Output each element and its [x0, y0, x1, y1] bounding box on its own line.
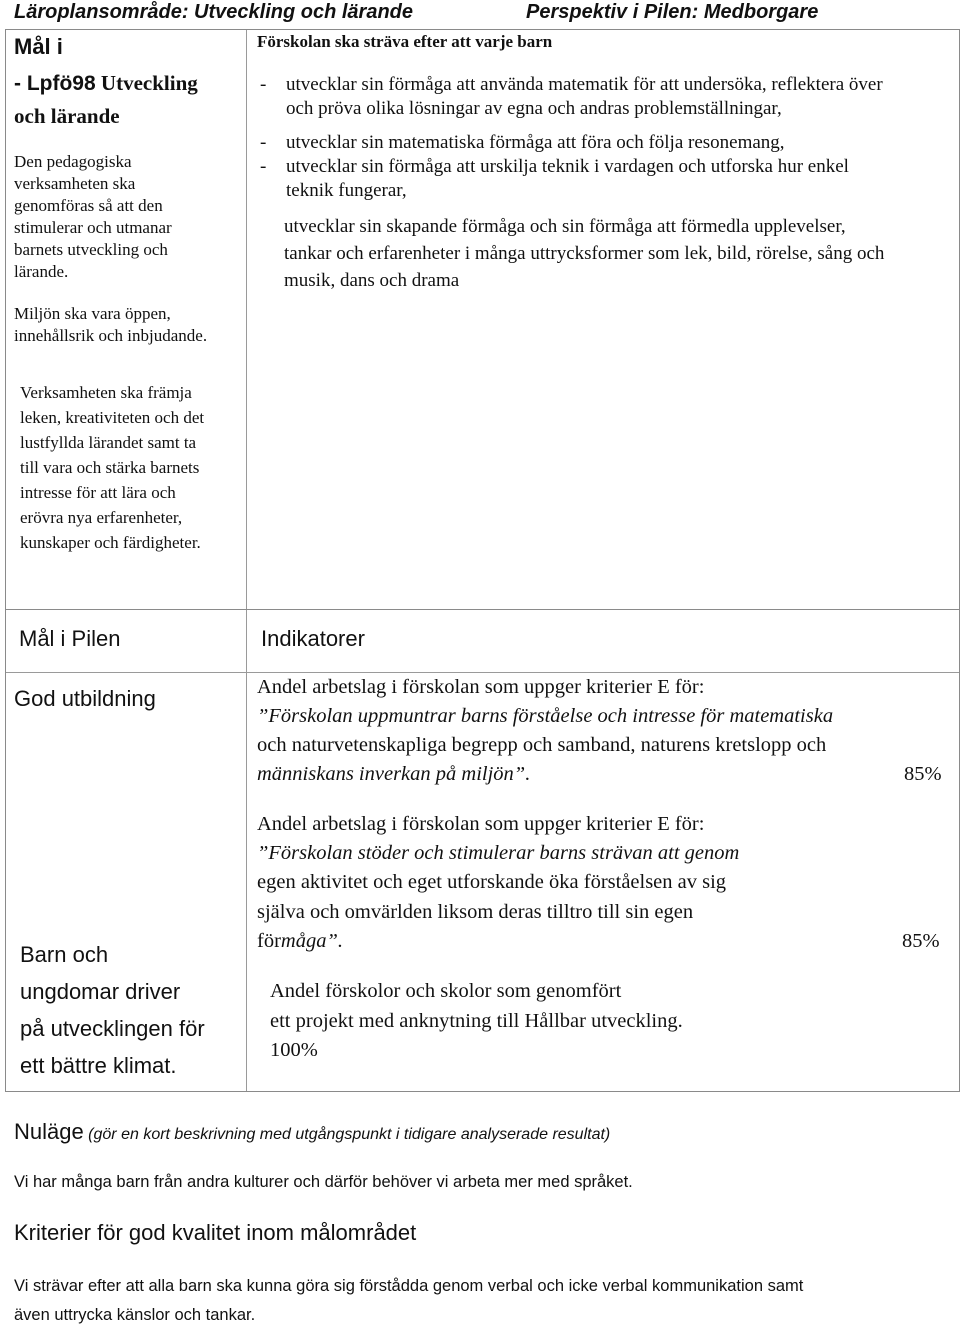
- goal-good-education: God utbildning: [14, 686, 156, 711]
- indicator-percent: 85%: [904, 763, 942, 785]
- col-header-goals: Mål i Pilen: [19, 626, 121, 651]
- bullet-dash: -: [260, 74, 267, 95]
- bullet-text: teknik fungerar,: [286, 180, 407, 201]
- bullet-dash: -: [260, 132, 267, 153]
- criteria-heading: Kriterier för god kvalitet inom målområdet: [14, 1220, 417, 1245]
- criteria-text-line-2: även uttrycka känslor och tankar.: [14, 1306, 256, 1324]
- strive-heading: Förskolan ska sträva efter att varje barn: [257, 32, 553, 51]
- col-header-indicators: Indikatorer: [261, 626, 365, 651]
- lpfo-title: - Lpfö98 Utveckling: [14, 71, 198, 95]
- bullet-dash: -: [260, 156, 267, 177]
- column-divider: [246, 30, 247, 609]
- table-column-divider: [246, 610, 247, 1091]
- subject-area-heading: Läroplansområde: Utveckling och lärande: [14, 1, 413, 23]
- lpfo-title-cont: och lärande: [14, 104, 120, 128]
- mal-title: Mål i: [14, 34, 63, 59]
- bullet-text: utvecklar sin matematiska förmåga att föra och följa resonemang,: [286, 132, 785, 153]
- perspective-heading: Perspektiv i Pilen: Medborgare: [526, 1, 819, 23]
- criteria-text-line-1: Vi strävar efter att alla barn ska kunna göra sig förstådda genom verbal och icke verbal kommunikation samt: [14, 1277, 804, 1295]
- bullet-text: utvecklar sin förmåga att urskilja teknik i vardagen och utforska hur enkel: [286, 156, 849, 177]
- nulage-heading: Nuläge (gör en kort beskrivning med utgångspunkt i tidigare analyserade resultat): [14, 1119, 611, 1144]
- indicator-percent: 85%: [902, 930, 940, 952]
- nulage-text: Vi har många barn från andra kulturer och därför behöver vi arbeta mer med språket.: [14, 1173, 633, 1191]
- bullet-text: utvecklar sin förmåga att använda matematik för att undersöka, reflektera över: [286, 74, 883, 95]
- bullet-text: och pröva olika lösningar av egna och andras problemställningar,: [286, 98, 782, 119]
